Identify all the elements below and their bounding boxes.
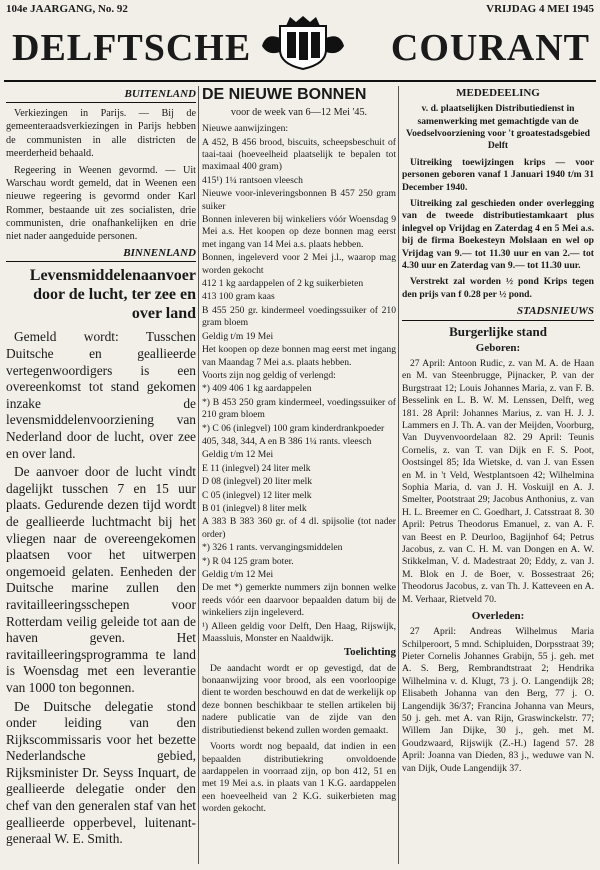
coupon-line: Bonnen, ingeleverd voor 2 Mei j.l., waarop mag worden gekocht xyxy=(202,252,396,276)
coupon-list xyxy=(202,123,396,645)
coupon-line: A 383 B 383 360 gr. of 4 dl. spijsolie (tot nader order) xyxy=(202,516,396,540)
coupon-line: Nieuwe aanwijzingen: xyxy=(202,123,289,135)
article-paragraph: Voorts wordt nog bepaald, dat indien in een bepaalden distributiekring onvoldoende aardappelen in voorraad zijn, op bon 412, 51 en met 19 Mei a.s. in plaats van 1 K.G. aardappelen een hoeveelheid van 2 K.G. suikerbieten mag worden gekocht. xyxy=(202,741,396,815)
announcement-intro: v. d. plaatselijken Distributiedienst in samenwerking met gemachtigde van de Voedselvoorziening voor 't groatestadsgebied Delft xyxy=(406,103,590,152)
issue-date: VRIJDAG 4 MEI 1945 xyxy=(486,3,594,15)
coupon-line: 412 1 kg aardappelen of 2 kg suikerbieten xyxy=(202,278,364,290)
coupon-line: Nieuwe voor-inleveringsbonnen B 457 250 gram suiker xyxy=(202,188,396,212)
deaths-heading: Overleden: xyxy=(471,610,525,623)
section-heading: BUITENLAND xyxy=(6,88,196,103)
coupon-line: De met *) gemerkte nummers zijn bonnen welke reeds vóór een daarvoor bepaalden datum bij de winkeliers zijn ingeleverd. xyxy=(202,582,396,619)
coupon-line: B 01 (inlegvel) 8 liter melk xyxy=(202,502,307,514)
coupon-line: Het koopen op deze bonnen mag eerst met ingang van Maandag 7 Mei a.s. plaats hebben. xyxy=(202,344,396,368)
announcement-paragraph: Verstrekt zal worden ½ pond Krips tegen den prijs van f 0.28 per ½ pond. xyxy=(402,276,594,300)
coupon-line: *) 409 406 1 kg aardappelen xyxy=(202,383,312,395)
coupon-line: ¹) Alleen geldig voor Delft, Den Haag, Rijswijk, Maassluis, Monster en Naaldwijk. xyxy=(202,620,396,645)
coupon-line: 405, 348, 344, A en B 386 1¼ rants. vleesch xyxy=(202,435,372,447)
column-foreign-domestic xyxy=(6,86,196,850)
announcement-paragraph: Uitreiking zal geschieden onder overlegging van de tweede distributiestamkaart plus inlegvel op Vrijdag en Zaterdag 4 en 5 Mei a.s. bij de firma Boekesteyn Molslaan en wel op Vrijdag van 9.— tot 11.30 uur en van 2.— tot 4.30 uur en Zaterdag van 9.— tot 11.30 uur. xyxy=(402,198,594,272)
coupon-line: Bonnen inleveren bij winkeliers vóór Woensdag 9 Mei a.s. Het koopen op deze bonnen mag eerst met ingang van 14 Mei a.s. plaats hebben. xyxy=(202,214,396,250)
coupon-line: Geldig t/m 12 Mei xyxy=(202,569,274,581)
coupon-line: Voorts zijn nog geldig of verlengd: xyxy=(202,369,336,381)
article-paragraph: De aanvoer door de lucht vindt dagelijkt tusschen 7 en 15 uur plaats. Gedurende dezen tijd wordt de geallieerde luchtmacht bij het vliegen naar de overeengekomen plaatsen voor het uitwerpen ongemoeid gelaten. Eenheden der Duitsche marine zullen den ravitailleeringsschepen voor Rotterdam veilig geleide tot aan de haven geven. Het ravitailleeringsprogramma te land is Woensdag met een leverantie van 1000 ton begonnen. xyxy=(6,464,196,695)
masthead-rule xyxy=(4,80,596,82)
coupon-line: A 452, B 456 brood, biscuits, scheepsbeschuit of taai-taai (hoeveelheid plaatselijk te bepalen tot maximaal 400 gram) xyxy=(202,136,396,173)
article-headline: Levensmiddelenaanvoer door de lucht, ter zee en over land xyxy=(29,267,196,323)
coupon-line: D 08 (inlegvel) 20 liter melk xyxy=(202,476,313,488)
article-paris-elections: Verkiezingen in Parijs. — Bij de gemeenteraadsverkiezingen in Parijs hebben de communisten in alle districten de meerderheid behaald. xyxy=(6,108,196,159)
coat-of-arms-icon xyxy=(256,16,350,70)
coupon-line: 415¹) 1¼ rantsoen vleesch xyxy=(202,174,303,186)
coupon-line: *) B 453 250 gram kindermeel, voedingssuiker of 210 gram bloem xyxy=(202,396,396,421)
subsection-heading: Burgerlijke stand xyxy=(449,323,547,339)
announcement-heading: MEDEDEELING xyxy=(456,87,540,99)
section-heading: STADSNIEUWS xyxy=(402,305,594,320)
coupon-line: 413 100 gram kaas xyxy=(202,291,275,303)
masthead-title-left: DELFTSCHE xyxy=(12,27,252,69)
column-announcements xyxy=(402,86,594,779)
coupon-line: E 11 (inlegvel) 24 liter melk xyxy=(202,462,311,474)
coupon-line: Geldig t/m 12 Mei xyxy=(202,449,274,461)
coupon-line: Geldig t/m 19 Mei xyxy=(202,330,274,342)
coupon-line: C 05 (inlegvel) 12 liter melk xyxy=(202,489,312,501)
births-heading: Geboren: xyxy=(475,341,521,354)
subsection-heading: Toelichting xyxy=(343,646,396,659)
article-paragraph: De aandacht wordt er op gevestigd, dat de bonaanwijzing voor brood, als een voorloopige dient te worden beschouwd en dat de werkelijk op deze bonnen beschikbaar te stellen artikelen bij nadere publicatie van de zijde van den distributiedienst bekend zullen worden gemaakt. xyxy=(202,662,396,736)
column-divider xyxy=(198,86,199,864)
births-list: 27 April: Antoon Rudic, z. van M. A. de Haan en M. van Steenbrugge, Pijnacker, P. van der Burgstraat 12; Louis Johannes Maria, z. van F. B. Besselink en L. B. W. M. Lenssen, Delft, weg 181. 28 April: Johannes Marius, z. van H. J. J. Lammers en J. Th. A. van der Meijden, Voorburg, Van Duyvenvoordelaan 82. 29 April: Teunis Cornelis, z. van T. van Dijk en F. S. Poot, Oostsingel 85; Ida Wietske, d. van J. van Essen en M. in 't Veld, Westplantsoen 42; Wilhelmina Sophia Maria, d. van J. H. Voskuijl en A. J. Smelter, Pootstraat 29; Jacobus Anthonius, z. van H. L. Breemer en C. Goedhart, J. Catsstraat 8. 30 April: Petrus Theodorus Emanuel, z. van A. F. van Beest en P. Deurloo, Bagijnhof 64; Petrus Jacobus, z. van C. H. M. van Dongen en A. W. Stikkelman, V. d. Madestraat 20; Eddy, z. van J. M. Blok en J. de Boer, v. Bossestraat 26; Theodorus Jacobus, z. van Th. J. Katteveen en A. M. Verhaar, Rietveld 70. xyxy=(402,357,594,605)
section-heading: BINNENLAND xyxy=(6,247,196,262)
article-vienna-government: Regeering in Weenen gevormd. — Uit Warschau wordt gemeld, dat in Weenen een nieuwe regeering is gevormd onder Karl Rommer, bestaande uit zes socialisten, drie communisten, drie onafhankelijken en drie niet nader aangeduide personen. xyxy=(6,165,196,243)
column-ration-coupons xyxy=(202,86,396,820)
coupon-line: *) C 06 (inlegvel) 100 gram kinderdrankpoeder xyxy=(202,422,385,434)
article-paragraph: Gemeld wordt: Tusschen Duitsche en geallieerde vertegenwoordigers is een overeenkomst tot stand gekomen inzake de levensmiddelenvoorziening van Nederland door de lucht, over zee en over land. xyxy=(6,329,196,461)
deaths-list: 27 April: Andreas Wilhelmus Maria Schilperoort, 5 mnd. Schipluiden, Dorpsstraat 39; Pieter Cornelis Johannes Grabijn, 55 j. geh. met A. S. Berg, Rembrandtstraat 2; Hendrika Wilhelmina v. d. Klugt, 73 j. O. Langendijk 28; Elisabeth Johanna van den Berg, 77 j. O. Langendijk 36/37; Francina Johanna van Meurs, 50 j. geh. met A. van Rijn, Graswinckelstr. 77; Willem Jan Dijke, 30 j., geh. met M. Goudzwaard, Rijswijk (Z.-H.) Iagend 57. 28 April: Joanna van Dieden, 83 j., weduwe van N. van Dijk, Oude Langendijk 37. xyxy=(402,626,594,774)
article-paragraph: De Duitsche delegatie stond onder leiding van den Rijkscommissaris voor het bezette Nederlandsche gebied, Rijksminister Dr. Seyss Inquart, de geallieerde delegatie onder den chef van den generalen staf van het geallieerde opperbevel, luitenant-generaal W. E. Smith. xyxy=(6,698,196,847)
coupon-line: B 455 250 gr. kindermeel voedingssuiker of 210 gram bloem xyxy=(202,304,396,329)
masthead xyxy=(4,14,596,72)
issue-number: 104e JAARGANG, No. 92 xyxy=(6,3,128,15)
article-headline: DE NIEUWE BONNEN xyxy=(202,86,367,103)
coupon-line: *) 326 1 rants. vervangingsmiddelen xyxy=(202,542,343,554)
coupon-line: *) R 04 125 gram boter. xyxy=(202,555,294,567)
announcement-paragraph: Uitreiking toewijzingen krips — voor personen geboren vanaf 1 Januari 1940 t/m 31 December 1940. xyxy=(402,156,594,193)
article-subheading: voor de week van 6—12 Mei '45. xyxy=(230,107,368,118)
masthead-title-right: COURANT xyxy=(390,27,590,69)
column-divider xyxy=(398,86,399,864)
